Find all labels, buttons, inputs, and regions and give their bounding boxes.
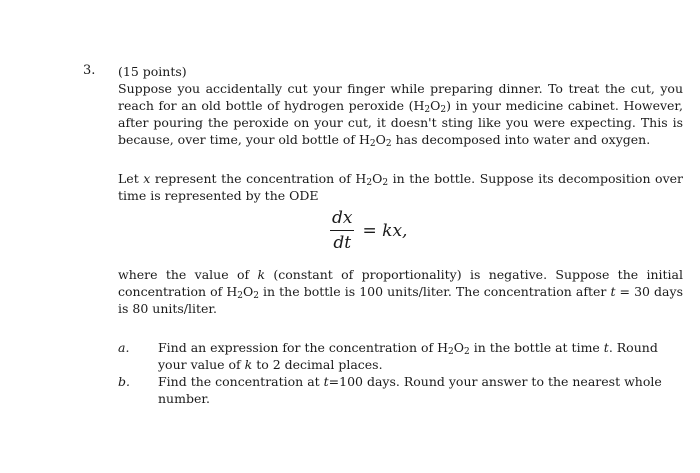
equation-rhs: [362, 221, 407, 241]
variable-k: k: [244, 357, 253, 372]
after-text-3: in the bottle is 100 units/liter. The concentration after: [258, 284, 611, 299]
intro-text-2: ) in your medicine cabinet. However, after pouring the peroxide on your cut, it doesn't sting like you were expecting. This is because, over time, your old bottle of: [118, 98, 683, 147]
formula-h2o2: $H_2O_2$: [226, 284, 259, 301]
part-b-label: b.: [118, 374, 130, 389]
after-paragraph: [118, 266, 683, 317]
formula-h2o2: $H_2O_2$: [437, 340, 470, 357]
variable-t: t: [610, 284, 616, 299]
setup-paragraph: [118, 170, 683, 204]
formula-h2o2: $H_2O_2$: [413, 98, 447, 115]
formula-h2o2: $H_2O_2$: [358, 132, 392, 149]
fraction-bar: [330, 230, 354, 231]
variable-t: t: [603, 340, 609, 355]
setup-text-2: represent the concentration of: [150, 171, 356, 186]
part-b-text: Find the concentration at t=100 days. Round your answer to the nearest whole number.: [158, 374, 662, 406]
variable-k: k: [257, 267, 266, 282]
problem-number: 3.: [83, 63, 96, 78]
part-a-text: Find an expression for the concentration of $H_2O_2$ in the bottle at time t. Round your value of k to 2 decimal places.: [158, 340, 658, 372]
formula-h2o2: $H_2O_2$: [355, 171, 389, 188]
intro-text-3: has decomposed into water and oxygen.: [391, 132, 651, 147]
intro-paragraph: [118, 80, 683, 148]
intro-text-1: Suppose you accidentally cut your finger while preparing dinner. To treat the cut, you reach for an old bottle of hydrogen peroxide (: [118, 81, 683, 113]
after-text-1: where the value of: [118, 267, 258, 282]
points-label: (15 points): [118, 64, 187, 79]
fraction-denominator: dt: [333, 233, 352, 253]
part-a: [118, 339, 683, 373]
fraction-numerator: dx: [332, 208, 353, 228]
rhs-expression: kx,: [382, 220, 408, 241]
after-text-2: (constant of proportionality) is negative. Suppose the initial concentration of: [118, 267, 683, 299]
part-a-label: a.: [118, 340, 130, 355]
variable-x: x: [143, 171, 151, 186]
equals-sign: =: [362, 220, 377, 241]
ode-equation: [330, 208, 407, 253]
derivative-fraction: [330, 208, 354, 253]
variable-t: t: [323, 374, 329, 389]
after-text-4: = 30 days is 80 units/liter.: [118, 284, 683, 316]
part-b: [118, 373, 683, 407]
setup-text-3: in the bottle. Suppose its decomposition over time is represented by the ODE: [118, 171, 684, 203]
setup-text-1: Let: [118, 171, 144, 186]
